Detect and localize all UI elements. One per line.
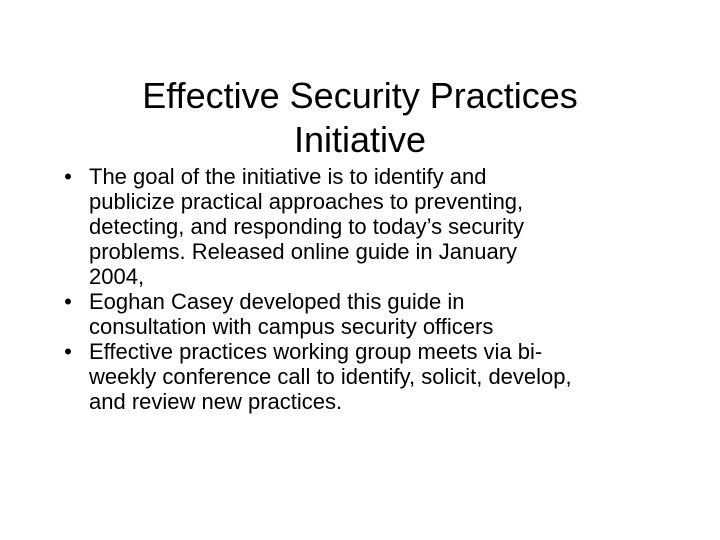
bullet-text-line: consultation with campus security officers [89,314,494,339]
bullet-list [58,164,678,414]
bullet-text-line: 2004, [89,264,145,289]
bullet-item [58,164,678,289]
bullet-text-line: Eoghan Casey developed this guide in [89,289,465,314]
bullet-icon: • [64,289,72,314]
slide-title-line: Initiative [293,119,427,161]
slide-title-line: Effective Security Practices [142,75,578,117]
bullet-item [58,339,678,414]
slide-title [40,74,680,162]
bullet-text-line: problems. Released online guide in January [89,239,518,264]
bullet-text-line: The goal of the initiative is to identify and [89,164,487,189]
bullet-item [58,289,678,339]
bullet-text-line: Effective practices working group meets via bi- [89,339,543,364]
bullet-text-line: detecting, and responding to today’s security [89,214,524,239]
bullet-text-line: weekly conference call to identify, solicit, develop, [89,364,572,389]
bullet-icon: • [64,164,72,189]
bullet-text-line: and review new practices. [89,389,343,414]
bullet-text-line: publicize practical approaches to preventing, [89,189,524,214]
bullet-icon: • [64,339,72,364]
